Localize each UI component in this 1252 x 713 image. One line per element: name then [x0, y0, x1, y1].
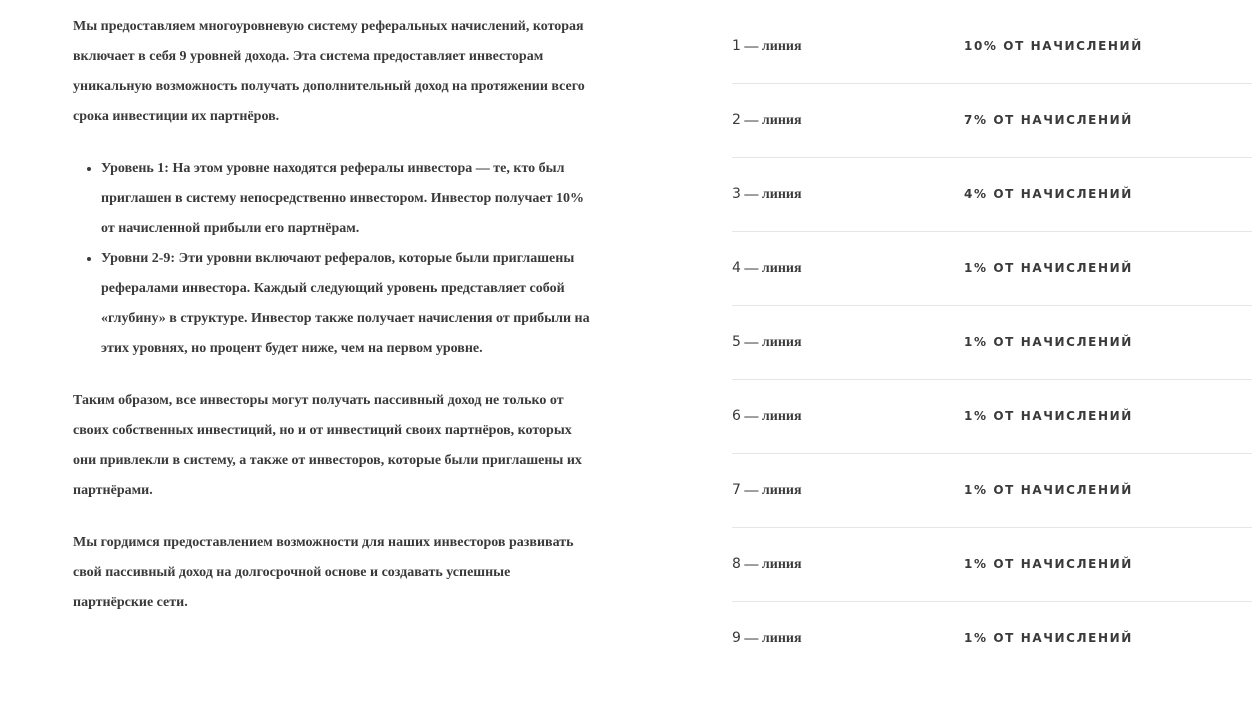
level-number: 1 [732, 38, 741, 54]
level-number: 8 [732, 556, 741, 572]
level-row [732, 602, 1252, 675]
level-name [732, 482, 802, 499]
level-row [732, 10, 1252, 84]
level-percent: 10% ОТ НАЧИСЛЕНИЙ [964, 39, 1143, 53]
level-percent: 1% ОТ НАЧИСЛЕНИЙ [964, 483, 1133, 497]
bullet-levels-2-9: • Уровни 2-9: Эти уровни включают рефералов, которые были приглашены рефералами инвестора. Каждый следующий уровень представляет собой «глубину» в структуре. Инвестор также получает начисления от прибыли на этих уровнях, но процент будет ниже, чем на первом уровне. [101, 244, 593, 364]
level-row [732, 306, 1252, 380]
closing-paragraph: Мы гордимся предоставлением возможности для наших инвесторов развивать свой пассивный доход на долгосрочной основе и создавать успешные партнёрские сети. [73, 535, 574, 610]
level-name [732, 630, 802, 647]
level-percent: 4% ОТ НАЧИСЛЕНИЙ [964, 187, 1133, 201]
level-row [732, 528, 1252, 602]
level-row [732, 454, 1252, 528]
level-suffix: — линия [740, 409, 802, 424]
level-name [732, 334, 802, 351]
level-number: 4 [732, 260, 741, 276]
level-name [732, 186, 802, 203]
level-number: 7 [732, 482, 741, 498]
level-row [732, 380, 1252, 454]
level-row [732, 84, 1252, 158]
level-suffix: — линия [740, 39, 802, 54]
level-number: 9 [732, 630, 741, 646]
level-suffix: — линия [740, 113, 802, 128]
level-row [732, 158, 1252, 232]
level-name [732, 408, 802, 425]
intro-paragraph: Мы предоставляем многоуровневую систему реферальных начислений, которая включает в себя 9 уровней дохода. Эта система предоставляет инвесторам уникальную возможность получать дополнительный доход на протяжении всего срока инвестиции их партнёров. [73, 19, 585, 124]
level-percent: 1% ОТ НАЧИСЛЕНИЙ [964, 335, 1133, 349]
level-percent: 1% ОТ НАЧИСЛЕНИЙ [964, 261, 1133, 275]
level-suffix: — линия [740, 261, 802, 276]
level-name [732, 260, 802, 277]
level-suffix: — линия [740, 187, 802, 202]
level-row [732, 232, 1252, 306]
level-name [732, 556, 802, 573]
level-percent: 1% ОТ НАЧИСЛЕНИЙ [964, 631, 1133, 645]
level-name [732, 112, 802, 129]
levels-bullet-list [73, 154, 593, 364]
level-name [732, 38, 802, 55]
level-suffix: — линия [740, 483, 802, 498]
level-suffix: — линия [740, 335, 802, 350]
level-number: 6 [732, 408, 741, 424]
level-number: 3 [732, 186, 741, 202]
level-suffix: — линия [740, 557, 802, 572]
level-percent: 1% ОТ НАЧИСЛЕНИЙ [964, 409, 1133, 423]
referral-levels-list [732, 10, 1252, 675]
level-percent: 7% ОТ НАЧИСЛЕНИЙ [964, 113, 1133, 127]
level-suffix: — линия [740, 631, 802, 646]
level-number: 5 [732, 334, 741, 350]
referral-description [73, 12, 593, 618]
bullet-level-1: • Уровень 1: На этом уровне находятся рефералы инвестора — те, кто был приглашен в систему непосредственно инвестором. Инвестор получает 10% от начисленной прибыли его партнёрам. [101, 154, 593, 244]
level-number: 2 [732, 112, 741, 128]
level-percent: 1% ОТ НАЧИСЛЕНИЙ [964, 557, 1133, 571]
summary-paragraph: Таким образом, все инвесторы могут получать пассивный доход не только от своих собственных инвестиций, но и от инвестиций своих партнёров, которых они привлекли в систему, а также от инвесторов, которые были приглашены их партнёрами. [73, 393, 582, 498]
